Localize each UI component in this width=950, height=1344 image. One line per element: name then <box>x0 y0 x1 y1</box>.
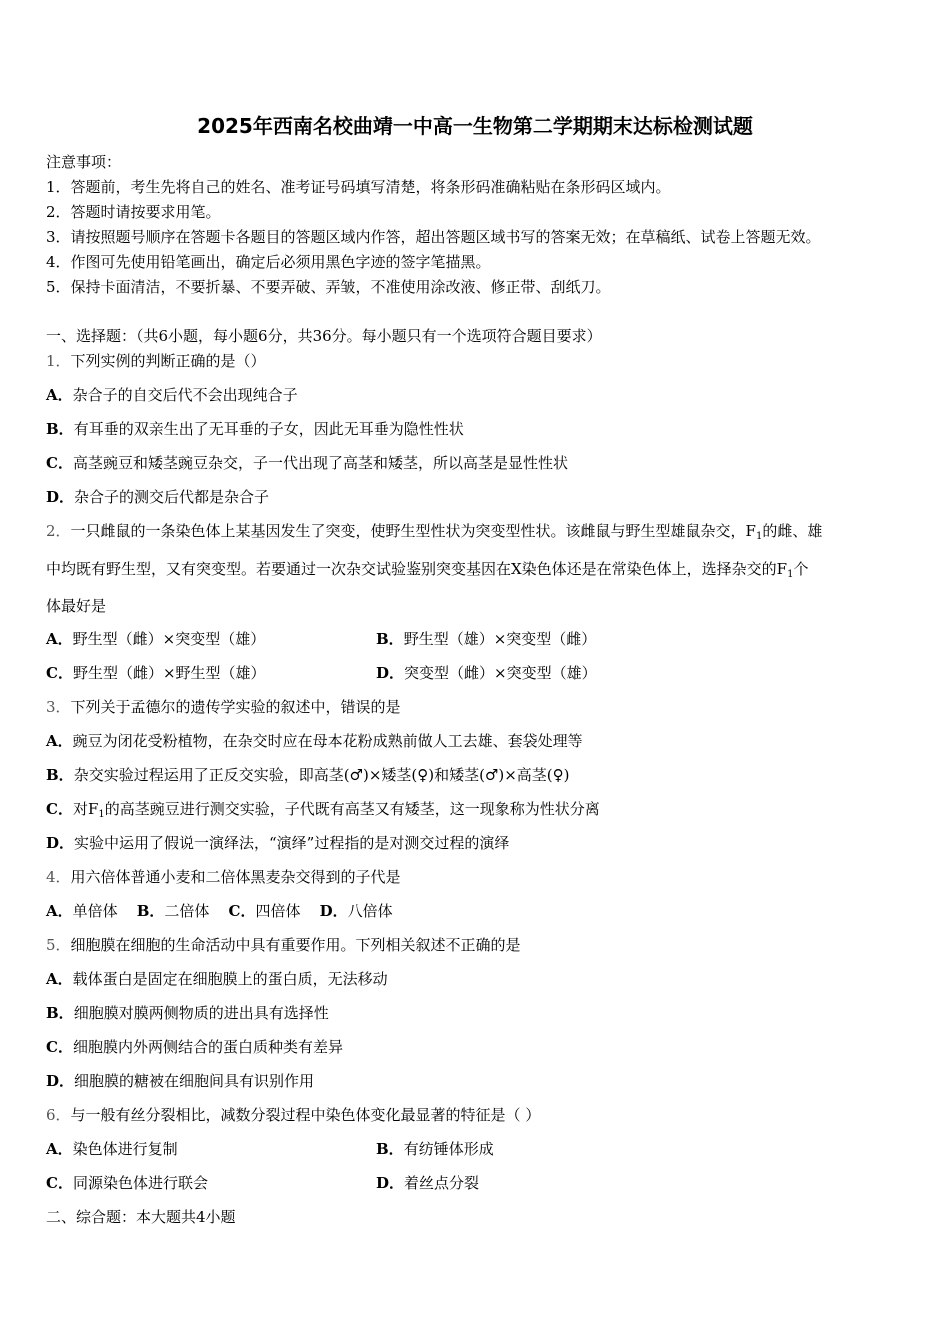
question-3 <box>46 697 401 717</box>
notice-item: 4．作图可先使用铅笔画出，确定后必须用黑色字迹的签字笔描黑。 <box>46 253 491 271</box>
options-row: A．单倍体 B．二倍体 C．四倍体 D．八倍体 <box>46 902 393 920</box>
option-c: C．同源染色体进行联会 <box>46 1174 208 1192</box>
option-d: D．着丝点分裂 <box>376 1174 480 1192</box>
question-2-line-2: 中均既有野生型，又有突变型。若要通过一次杂交试验鉴别突变基因在X染色体还是在常染色体上，选择杂交的$F_1$个 <box>46 560 809 580</box>
notice-item: 1．答题前，考生先将自己的姓名、准考证号码填写清楚，将条形码准确粘贴在条形码区域内。 <box>46 178 671 196</box>
option-b: B．有纺锤体形成 <box>376 1140 494 1158</box>
option-d: D．突变型（雌）×突变型（雄） <box>376 664 597 682</box>
option-b: B．细胞膜对膜两侧物质的进出具有选择性 <box>46 1004 329 1022</box>
option-b: B．有耳垂的双亲生出了无耳垂的子女，因此无耳垂为隐性性状 <box>46 420 464 438</box>
notice-item: 3．请按照题号顺序在答题卡各题目的答题区域内作答，超出答题区域书写的答案无效；在草稿纸、试卷上答题无效。 <box>46 228 821 246</box>
option-d: D．细胞膜的糖被在细胞间具有识别作用 <box>46 1072 315 1090</box>
question-5 <box>46 935 521 955</box>
question-6 <box>46 1105 540 1125</box>
question-2-line-3: 体最好是 <box>46 597 107 615</box>
option-c: 四倍体 <box>255 902 301 920</box>
option-c: C．细胞膜内外两侧结合的蛋白质种类有差异 <box>46 1038 343 1056</box>
option-c: C．高茎豌豆和矮茎豌豆杂交，子一代出现了高茎和矮茎，所以高茎是显性性状 <box>46 454 568 472</box>
question-4 <box>46 867 401 887</box>
section1-heading: 一、选择题：（共6小题，每小题6分，共36分。每小题只有一个选项符合题目要求） <box>46 327 602 345</box>
page-title: 2025年西南名校曲靖一中高一生物第二学期期末达标检测试题 <box>197 114 753 138</box>
option-a: A．载体蛋白是固定在细胞膜上的蛋白质，无法移动 <box>46 970 388 988</box>
question-1 <box>46 351 266 371</box>
notice-item: 2．答题时请按要求用笔。 <box>46 203 221 221</box>
question-number: 6． <box>46 1106 71 1124</box>
section2-heading: 二、综合题：本大题共4小题 <box>46 1208 236 1226</box>
question-stem: 细胞膜在细胞的生命活动中具有重要作用。下列相关叙述不正确的是 <box>70 936 521 954</box>
notice-item: 5．保持卡面清洁，不要折暴、不要弄破、弄皱，不准使用涂改液、修正带、刮纸刀。 <box>46 278 611 296</box>
question-stem: 与一般有丝分裂相比，减数分裂过程中染色体变化最显著的特征是（ ） <box>70 1106 541 1124</box>
question-number: 3． <box>46 698 71 716</box>
option-b: B．杂交实验过程运用了正反交实验，即高茎(♂)×矮茎(♀)和矮茎(♂)×高茎(♀) <box>46 766 570 784</box>
question-2: 2．一只雌鼠的一条染色体上某基因发生了突变，使野生型性状为突变型性状。该雌鼠与野生型雄鼠杂交，$F_1$的雌、雄 <box>46 522 823 542</box>
question-number: 5． <box>46 936 71 954</box>
question-number: 4． <box>46 868 71 886</box>
question-number: 2． <box>46 522 71 540</box>
option-d: D．杂合子的测交后代都是杂合子 <box>46 488 270 506</box>
question-stem: 用六倍体普通小麦和二倍体黑麦杂交得到的子代是 <box>70 868 401 886</box>
option-c: C．野生型（雌）×野生型（雄） <box>46 664 266 682</box>
question-stem: 下列实例的判断正确的是（） <box>70 352 266 370</box>
option-a: A．杂合子的自交后代不会出现纯合子 <box>46 386 298 404</box>
question-number: 1． <box>46 352 71 370</box>
option-a: 单倍体 <box>72 902 118 920</box>
option-a: A．豌豆为闭花受粉植物，在杂交时应在母本花粉成熟前做人工去雄、套袋处理等 <box>46 732 583 750</box>
option-d: 八倍体 <box>347 902 393 920</box>
question-stem: 下列关于孟德尔的遗传学实验的叙述中，错误的是 <box>70 698 401 716</box>
notice-heading: 注意事项： <box>46 153 122 171</box>
option-d: D．实验中运用了假说一演绎法，“演绎”过程指的是对测交过程的演绎 <box>46 834 510 852</box>
option-c: C．对$F_1$的高茎豌豆进行测交实验，子代既有高茎又有矮茎，这一现象称为性状分离 <box>46 800 600 820</box>
option-a: A．染色体进行复制 <box>46 1140 178 1158</box>
option-a: A．野生型（雌）×突变型（雄） <box>46 630 266 648</box>
option-b: 二倍体 <box>164 902 210 920</box>
option-b: B．野生型（雄）×突变型（雌） <box>376 630 597 648</box>
